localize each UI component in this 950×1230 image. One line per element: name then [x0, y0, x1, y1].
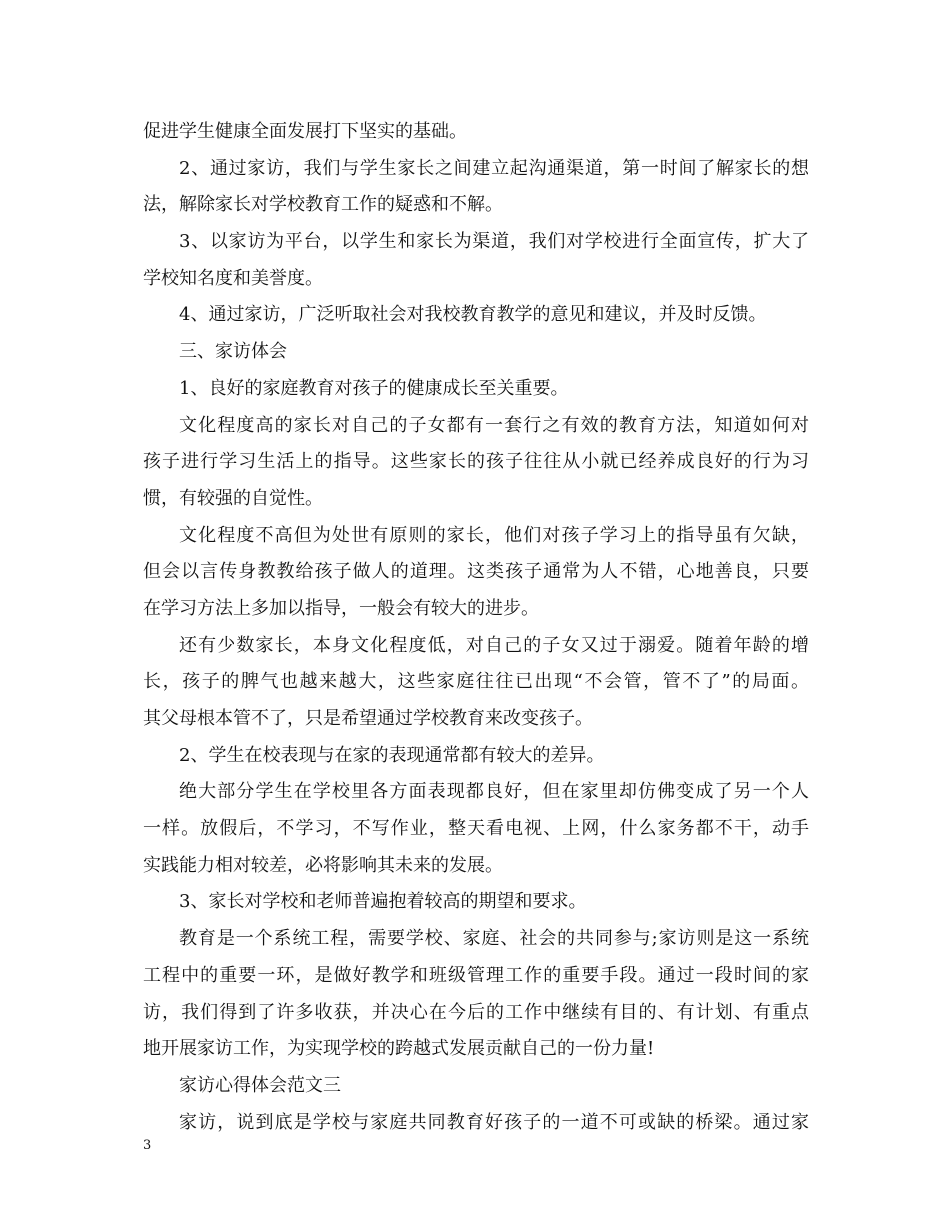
text-line: 法，解除家长对学校教育工作的疑惑和不解。 [143, 194, 503, 216]
text-line: 一样。放假后，不学习，不写作业，整天看电视、上网，什么家务都不干，动手 [143, 818, 809, 840]
text-line: 促进学生健康全面发展打下坚实的基础。 [143, 121, 467, 142]
text-line: 在学习方法上多加以指导，一般会有较大的进步。 [143, 597, 539, 619]
text-line: 实践能力相对较差，必将影响其未来的发展。 [143, 854, 503, 876]
text-line: 还有少数家长，本身文化程度低，对自己的子女又过于溺爱。随着年龄的增 [179, 634, 809, 656]
text-line: 工程中的重要一环，是做好教学和班级管理工作的重要手段。通过一段时间的家 [143, 964, 809, 986]
text-line: 2、学生在校表现与在家的表现通常都有较大的差异。 [179, 744, 605, 766]
text-line: 3、家长对学校和老师普遍抱着较高的期望和要求。 [179, 891, 587, 913]
text-line: 孩子进行学习生活上的指导。这些家长的孩子往往从小就已经养成良好的行为习 [143, 451, 809, 473]
text-line: 2、通过家访，我们与学生家长之间建立起沟通渠道，第一时间了解家长的想 [179, 157, 809, 179]
text-line: 家访心得体会范文三 [179, 1074, 341, 1096]
page-number: 3 [143, 1138, 152, 1153]
text-line: 长，孩子的脾气也越来越大，这些家庭往往已出现“不会管，管不了”的局面。 [143, 671, 809, 693]
text-line: 文化程度高的家长对自己的子女都有一套行之有效的教育方法，知道如何对 [179, 414, 809, 436]
text-line: 绝大部分学生在学校里各方面表现都良好，但在家里却仿佛变成了另一个人 [179, 781, 809, 803]
text-line: 家访，说到底是学校与家庭共同教育好孩子的一道不可或缺的桥梁。通过家 [179, 1111, 809, 1133]
text-line: 但会以言传身教教给孩子做人的道理。这类孩子通常为人不错，心地善良，只要 [143, 561, 809, 583]
document-body [143, 114, 809, 1141]
text-line: 1、良好的家庭教育对孩子的健康成长至关重要。 [179, 377, 569, 399]
text-line: 4、通过家访，广泛听取社会对我校教育教学的意见和建议，并及时反馈。 [179, 304, 767, 326]
text-line: 教育是一个系统工程，需要学校、家庭、社会的共同参与;家访则是这一系统 [179, 928, 809, 950]
text-line: 学校知名度和美誉度。 [143, 267, 323, 289]
text-line: 其父母根本管不了，只是希望通过学校教育来改变孩子。 [143, 708, 593, 729]
text-line: 惯，有较强的自觉性。 [143, 487, 323, 509]
text-line: 访，我们得到了许多收获，并决心在今后的工作中继续有目的、有计划、有重点 [143, 1001, 809, 1023]
text-line: 地开展家访工作，为实现学校的跨越式发展贡献自己的一份力量! [143, 1038, 655, 1060]
text-line: 3、以家访为平台，以学生和家长为渠道，我们对学校进行全面宣传，扩大了 [179, 231, 809, 253]
text-line: 文化程度不高但为处世有原则的家长，他们对孩子学习上的指导虽有欠缺， [179, 524, 809, 546]
text-line: 三、家访体会 [179, 341, 287, 363]
